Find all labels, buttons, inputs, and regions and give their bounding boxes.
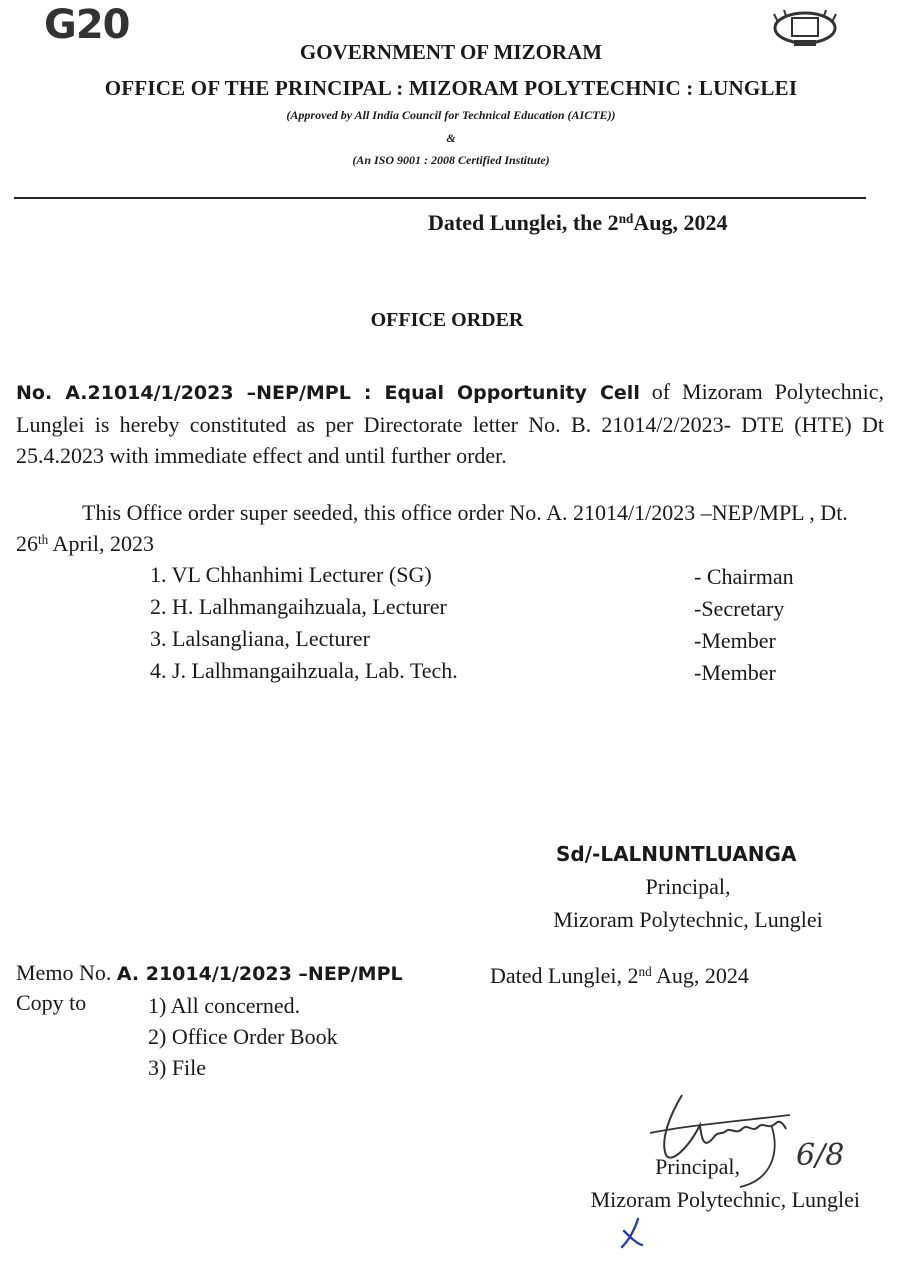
memo-date: [490, 963, 749, 989]
header-approval: (Approved by All India Council for Technical Education (AICTE)): [286, 108, 616, 122]
member-row: [150, 658, 870, 690]
supersede-text: This Office order super seeded, this office order No. A. 21014/1/2023 –NEP/MPL , Dt. 26: [16, 500, 848, 556]
header-government: GOVERNMENT OF MIZORAM: [299, 40, 603, 64]
signature-date: 6/8: [796, 1138, 845, 1173]
header-ampersand: &: [446, 131, 456, 145]
signatory-institution: Mizoram Polytechnic, Lunglei: [553, 907, 823, 932]
order-date-prefix: Dated Lunglei, the 2: [428, 210, 619, 235]
memo-line: [16, 960, 403, 986]
order-paragraph: [16, 376, 884, 471]
memo-date-prefix: Dated Lunglei, 2: [490, 963, 639, 988]
order-number: No. A.21014/1/2023 –NEP/MPL : Equal Opportunity Cell: [16, 382, 640, 404]
footer-institution: Mizoram Polytechnic, Lunglei: [590, 1187, 860, 1212]
member-role: -Secretary: [694, 596, 785, 621]
header-divider: [14, 197, 866, 199]
pen-mark-icon: [618, 1215, 648, 1256]
memo-label: Memo No.: [16, 960, 117, 985]
copy-item: 1) All concerned.: [148, 993, 301, 1018]
member-role: - Chairman: [694, 564, 794, 589]
member-row: [150, 594, 870, 626]
header-iso: (An ISO 9001 : 2008 Certified Institute): [352, 153, 550, 167]
memo-number: A. 21014/1/2023 –NEP/MPL: [116, 963, 403, 985]
memo-date-suffix: Aug, 2024: [651, 963, 749, 988]
member-name: 2. H. Lalhmangaihzuala, Lecturer: [150, 594, 447, 619]
signatory-block: [528, 870, 848, 936]
signatory-name: Sd/-LALNUNTLUANGA: [556, 842, 797, 866]
copy-item: 2) Office Order Book: [148, 1024, 338, 1049]
document-title: OFFICE ORDER: [370, 309, 524, 331]
supersede-sup: th: [38, 531, 49, 547]
header-office: OFFICE OF THE PRINCIPAL : MIZORAM POLYTECHNIC : LUNGLEI: [104, 76, 798, 100]
footer-designation: Principal,: [655, 1154, 740, 1179]
order-date-suffix: Aug, 2024: [633, 210, 728, 235]
copy-list: [148, 990, 338, 1083]
member-name: 3. Lalsangliana, Lecturer: [150, 626, 370, 651]
copy-item: 3) File: [148, 1055, 207, 1080]
member-row: [150, 626, 870, 658]
memo-date-sup: nd: [638, 963, 652, 979]
supersede-paragraph: [16, 497, 884, 559]
member-list: [150, 562, 870, 690]
order-date: [428, 210, 727, 236]
supersede-date: April, 2023: [48, 531, 154, 556]
member-name: 4. J. Lalhmangaihzuala, Lab. Tech.: [150, 658, 458, 683]
signatory-designation: Principal,: [645, 874, 731, 899]
copy-to-label: Copy to: [16, 990, 87, 1015]
footer-signatory: [520, 1150, 860, 1216]
member-role: -Member: [694, 660, 776, 685]
g20-logo-text: G20: [44, 2, 130, 48]
order-text: of Mizoram Polytechnic, Lunglei is hereby constituted as per Directorate letter No. B. 21014/2/2023- DTE (HTE) Dt 25.4.2023 with immediate effect and until further order.: [16, 379, 885, 468]
member-name: 1. VL Chhanhimi Lecturer (SG): [150, 562, 432, 587]
member-role: -Member: [694, 628, 776, 653]
order-date-sup: nd: [618, 210, 634, 226]
member-row: [150, 562, 870, 594]
